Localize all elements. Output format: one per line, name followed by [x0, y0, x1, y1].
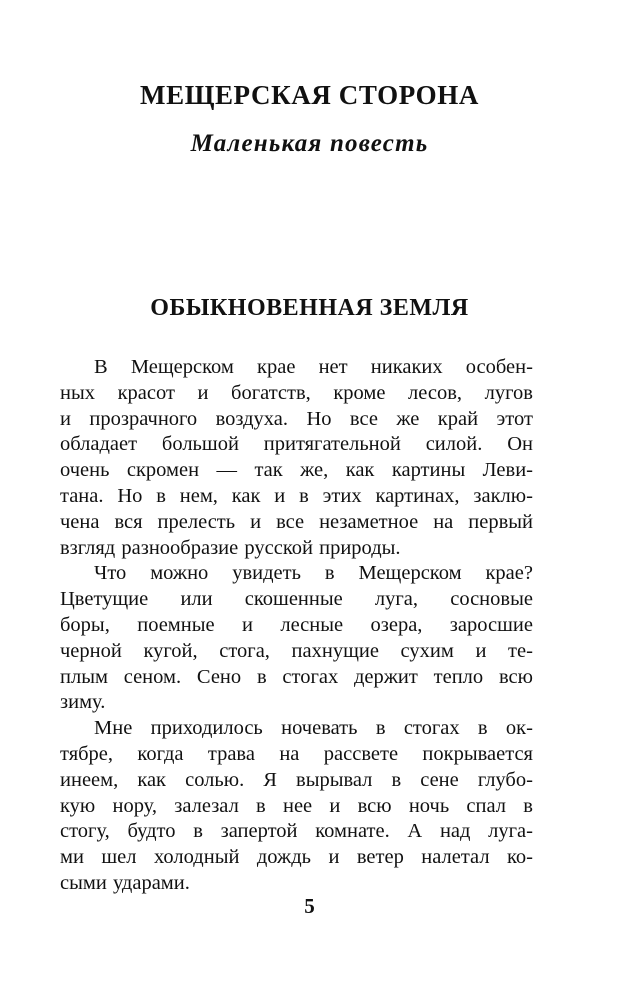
paragraph — [60, 355, 533, 561]
text-line: тана. Но в нем, как и в этих картинах, заклю- — [60, 484, 533, 507]
text-line: сыми ударами. — [60, 871, 190, 894]
text-line: обладает большой притягательной силой. Он — [60, 433, 533, 456]
paragraph — [60, 716, 533, 897]
chapter-body — [60, 355, 533, 897]
text-line: инеем, как солью. Я вырывал в сене глубо- — [60, 768, 533, 791]
text-line: стогу, будто в запертой комнате. А над луга- — [60, 820, 533, 843]
text-line: и прозрачного воздуха. Но все же край этот — [60, 407, 533, 430]
text-line: боры, поемные и лесные озера, заросшие — [60, 613, 533, 636]
text-line: Мне приходилось ночевать в стогах в ок- — [94, 717, 533, 740]
text-line: чена вся прелесть и все незаметное на первый — [60, 510, 533, 533]
text-line: кую нору, залезал в нее и всю ночь спал в — [60, 794, 533, 817]
chapter-title: ОБЫКНОВЕННАЯ ЗЕМЛЯ — [150, 295, 469, 321]
book-subtitle: Маленькая повесть — [190, 130, 429, 157]
text-line: плым сеном. Сено в стогах держит тепло всю — [60, 665, 533, 688]
text-line: зиму. — [60, 691, 106, 714]
text-line: тябре, когда трава на рассвете покрывается — [60, 742, 533, 765]
page-number: 5 — [304, 894, 315, 918]
text-line: Что можно увидеть в Мещерском крае? — [94, 562, 533, 585]
text-line: Цветущие или скошенные луга, сосновые — [60, 588, 533, 611]
text-line: взгляд разнообразие русской природы. — [60, 536, 401, 559]
text-line: В Мещерском крае нет никаких особен- — [94, 356, 533, 378]
text-line: ных красот и богатств, кроме лесов, лугов — [60, 381, 533, 404]
book-title: МЕЩЕРСКАЯ СТОРОНА — [140, 80, 479, 110]
text-line: ми шел холодный дождь и ветер налетал ко- — [60, 846, 533, 869]
paragraph — [60, 561, 533, 716]
text-line: очень скромен — так же, как картины Леви- — [60, 459, 533, 482]
text-line: черной кугой, стога, пахнущие сухим и те- — [60, 639, 533, 662]
